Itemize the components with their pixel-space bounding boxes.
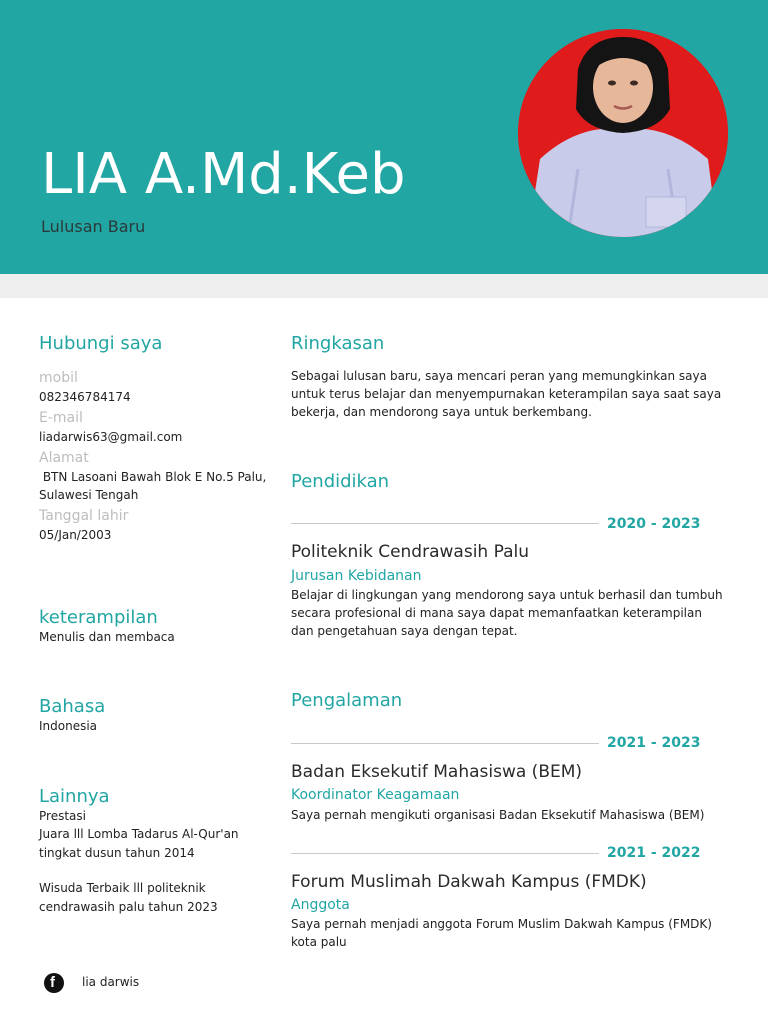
birth-value: 05/Jan/2003 (39, 528, 112, 542)
summary-line: untuk terus belajar dan menyempurnakan keterampilan saya saat saya (291, 387, 722, 401)
birth-label: Tanggal lahir (39, 508, 129, 524)
profile-photo (518, 29, 728, 237)
experience-divider (291, 853, 599, 854)
summary-line: Sebagai lulusan baru, saya mencari peran yang memungkinkan saya (291, 369, 707, 383)
education-desc-line: secara profesional di mana saya dapat memanfaatkan keterampilan (291, 606, 702, 620)
facebook-handle[interactable]: lia darwis (82, 975, 140, 989)
summary-section-title: Ringkasan (291, 333, 385, 354)
candidate-name: LIA A.Md.Keb (41, 142, 406, 207)
others-section-title: Lainnya (39, 786, 110, 807)
contact-section-title: Hubungi saya (39, 333, 163, 354)
education-major: Jurusan Kebidanan (291, 568, 422, 584)
experience-position: Anggota (291, 897, 350, 913)
experience-desc-line: kota palu (291, 935, 347, 949)
others-line: tingkat dusun tahun 2014 (39, 846, 195, 860)
others-line: Prestasi (39, 809, 86, 823)
experience-period: 2021 - 2023 (607, 735, 701, 751)
education-period: 2020 - 2023 (607, 516, 701, 532)
header-banner (0, 0, 768, 274)
experience-desc-line: Saya pernah mengikuti organisasi Badan Eksekutif Mahasiswa (BEM) (291, 808, 705, 822)
experience-desc-line: Saya pernah menjadi anggota Forum Muslim Dakwah Kampus (FMDK) (291, 917, 712, 931)
skills-section-title: keterampilan (39, 607, 158, 628)
education-desc-line: dan pengetahuan saya dengan tepat. (291, 624, 518, 638)
email-label: E-mail (39, 410, 83, 426)
others-line: Wisuda Terbaik lll politeknik (39, 881, 206, 895)
mobile-value: 082346784174 (39, 390, 131, 404)
experience-divider (291, 743, 599, 744)
email-value[interactable]: liadarwis63@gmail.com (39, 430, 183, 444)
address-line-1: BTN Lasoani Bawah Blok E No.5 Palu, (39, 470, 267, 484)
experience-organization: Badan Eksekutif Mahasiswa (BEM) (291, 762, 583, 782)
others-line: Juara lll Lomba Tadarus Al-Qur'an (39, 827, 239, 841)
experience-period: 2021 - 2022 (607, 845, 701, 861)
education-section-title: Pendidikan (291, 471, 390, 492)
address-line-2: Sulawesi Tengah (39, 488, 139, 502)
languages-section-title: Bahasa (39, 696, 106, 717)
skill-item: Menulis dan membaca (39, 630, 175, 644)
experience-organization: Forum Muslimah Dakwah Kampus (FMDK) (291, 872, 647, 892)
candidate-role: Lulusan Baru (41, 217, 146, 236)
address-label: Alamat (39, 450, 89, 466)
mobile-label: mobil (39, 370, 78, 386)
header-divider-band (0, 274, 768, 298)
education-desc-line: Belajar di lingkungan yang mendorong saya untuk berhasil dan tumbuh (291, 588, 723, 602)
facebook-icon[interactable]: f (44, 973, 64, 993)
others-line: cendrawasih palu tahun 2023 (39, 900, 218, 914)
experience-section-title: Pengalaman (291, 690, 403, 711)
summary-line: bekerja, dan mendorong saya untuk berkembang. (291, 405, 592, 419)
experience-position: Koordinator Keagamaan (291, 787, 460, 803)
education-institution: Politeknik Cendrawasih Palu (291, 542, 529, 562)
language-item: Indonesia (39, 719, 98, 733)
education-divider (291, 523, 599, 524)
